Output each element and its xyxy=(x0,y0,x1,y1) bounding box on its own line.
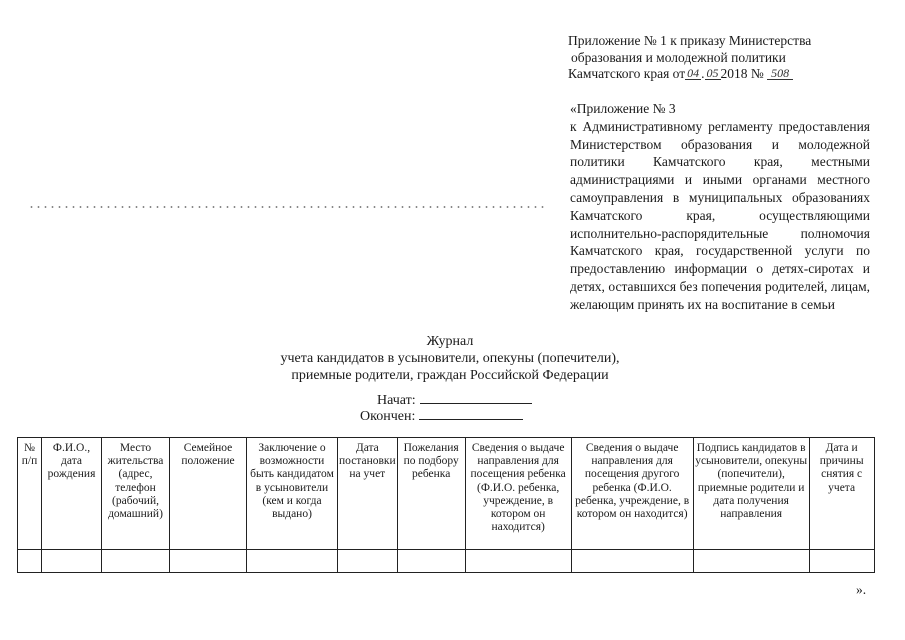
ended-label: Окончен: xyxy=(360,409,416,424)
appendix1-year: 2018 № xyxy=(720,66,764,81)
ended-blank xyxy=(419,406,523,420)
table-cell xyxy=(338,550,398,573)
table-cell xyxy=(571,550,693,573)
table-header-cell: № п/п xyxy=(18,438,42,550)
journal-subtitle-1: учета кандидатов в усыновители, опекуны (попечители), xyxy=(280,351,620,366)
handwritten-date-day: 04 xyxy=(687,66,700,80)
table-header-cell: Дата постановки на учет xyxy=(338,438,398,550)
started-blank xyxy=(420,390,532,404)
table-cell xyxy=(42,550,102,573)
scan-dotted-artifact xyxy=(28,206,548,208)
table-cell xyxy=(170,550,247,573)
appendix1-line3 xyxy=(568,66,888,83)
handwritten-date-month: 05 xyxy=(706,66,719,80)
table-header-cell: Пожелания по подбору ребенка xyxy=(397,438,465,550)
appendix1-line3-prefix: Камчатского края от xyxy=(568,66,686,81)
table-cell xyxy=(809,550,874,573)
table-header-cell: Семейное положение xyxy=(170,438,247,550)
started-label: Начат: xyxy=(377,393,416,408)
table-header-cell: Дата и причины снятия с учета xyxy=(809,438,874,550)
table-row xyxy=(18,550,875,573)
table-header-cell: Подпись кандидатов в усыновители, опекуны (попечители), приемные родители и дата получения направления xyxy=(693,438,809,550)
closing-quote: ». xyxy=(856,582,867,597)
table-cell xyxy=(18,550,42,573)
journal-subtitle-2: приемные родители, граждан Российской Федерации xyxy=(291,368,609,383)
ended-line xyxy=(360,406,523,425)
order-appendix-header xyxy=(568,33,888,83)
table-header-cell: Место жительства (адрес, телефон (рабочий, домашний) xyxy=(102,438,170,550)
table-cell xyxy=(397,550,465,573)
handwritten-order-number: 508 xyxy=(767,68,793,80)
table-header-row xyxy=(18,438,875,550)
table-cell xyxy=(465,550,571,573)
appendix3-heading: «Приложение № 3 xyxy=(570,101,676,116)
table-cell xyxy=(247,550,338,573)
table-cell xyxy=(102,550,170,573)
journal-title: Журнал xyxy=(426,334,474,349)
table-header-cell: Сведения о выдаче направления для посещения другого ребенка (Ф.И.О. ребенка, учреждение, в котором он находится) xyxy=(571,438,693,550)
table-header-cell: Заключение о возможности быть кандидатом в усыновители (кем и когда выдано) xyxy=(247,438,338,550)
journal-title-block xyxy=(250,333,650,384)
table-header-cell: Сведения о выдаче направления для посещения ребенка (Ф.И.О. ребенка, учреждение, в котором он находится) xyxy=(465,438,571,550)
journal-table xyxy=(17,437,875,573)
table-cell xyxy=(693,550,809,573)
appendix1-line1: Приложение № 1 к приказу Министерства xyxy=(568,33,812,48)
regulation-appendix-header xyxy=(570,100,870,314)
appendix1-line2: образования и молодежной политики xyxy=(571,49,786,65)
table-header-cell: Ф.И.О., дата рождения xyxy=(42,438,102,550)
appendix3-text: к Административному регламенту предоставления Министерством образования и молодежной политики Камчатского края, местными администрациями и иными органами местного самоуправления в муниципальных образованиях Камчатского края, осуществляющими исполнительно-распорядительные полномочия Камчатского края, государственной услуги по предоставлению информации о детях-сиротах и детях, оставшихся без попечения родителей, лицам, желающим принять их на воспитание в семьи xyxy=(570,118,870,312)
date-separator: . xyxy=(701,66,705,81)
